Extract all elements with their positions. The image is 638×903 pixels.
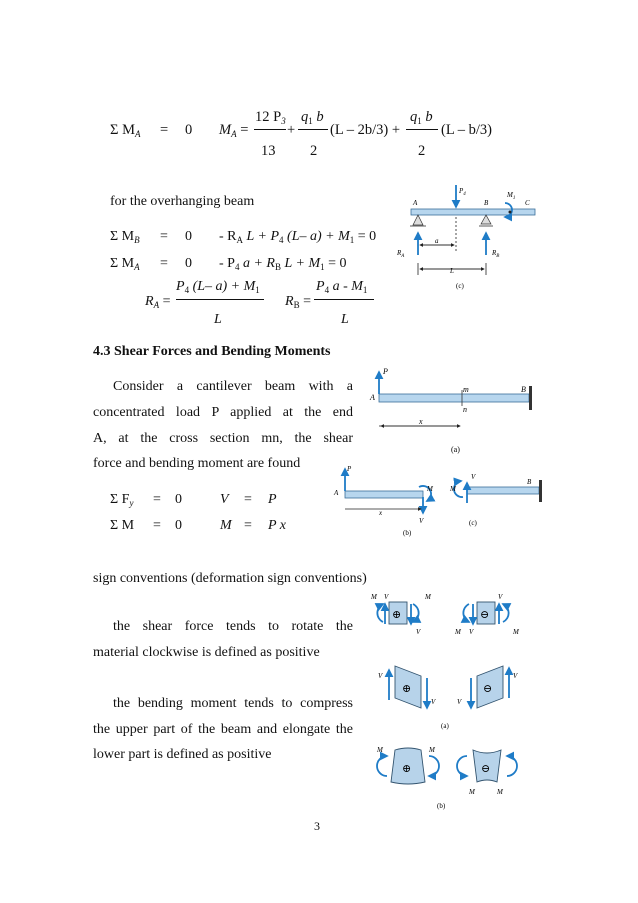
term-l-minus-2b3: (L – 2b/3) + bbox=[330, 122, 401, 138]
svg-text:M: M bbox=[425, 593, 431, 601]
label-rb: $R_B$ bbox=[492, 249, 500, 259]
label-p-a: P bbox=[383, 367, 388, 376]
caption-c-overhang: (c) bbox=[456, 282, 464, 290]
shear-line-1: the shear force tends to rotate the bbox=[113, 619, 353, 634]
svg-text:V: V bbox=[378, 672, 383, 680]
shear-deformation-positive bbox=[378, 666, 436, 708]
svg-text:M: M bbox=[455, 628, 461, 636]
element-negative-shear bbox=[454, 593, 520, 636]
svg-text:V: V bbox=[457, 698, 462, 706]
eq-fy-rhs: P bbox=[268, 492, 277, 507]
svg-text:V: V bbox=[498, 593, 503, 601]
bending-line-3: lower part is defined as positive bbox=[93, 747, 272, 762]
rb-bar bbox=[314, 299, 374, 300]
overhang-text: for the overhanging beam bbox=[110, 194, 255, 209]
eq-m-equals: = bbox=[153, 518, 161, 533]
eq-ma-zero: 0 bbox=[185, 256, 192, 271]
caption-sign-b: (b) bbox=[437, 802, 446, 810]
label-b-a: B bbox=[521, 385, 526, 394]
label-m-c: M bbox=[450, 485, 456, 493]
eq-ma-lhs: Σ $M_A$ bbox=[110, 256, 140, 272]
frac2-numerator: $q_1$ b bbox=[301, 109, 324, 126]
label-b: B bbox=[484, 199, 489, 207]
label-a-b: A bbox=[334, 489, 339, 497]
section-heading: 4.3 Shear Forces and Bending Moments bbox=[93, 344, 331, 359]
frac2-bar bbox=[298, 129, 328, 130]
plus-sign: + bbox=[287, 122, 296, 138]
svg-text:M: M bbox=[377, 746, 383, 754]
label-b-c: B bbox=[527, 478, 532, 486]
svg-text:V: V bbox=[416, 628, 421, 636]
frac3-numerator: $q_1$ b bbox=[410, 109, 433, 126]
term-l-minus-b3: (L – b/3) bbox=[441, 122, 493, 138]
eq-mb-equals: = bbox=[160, 229, 168, 244]
frac1-denominator: 13 bbox=[261, 143, 276, 159]
cantilever-beam bbox=[379, 394, 529, 402]
label-n: n bbox=[463, 405, 467, 414]
eq-ma-top-equals: = bbox=[160, 122, 169, 138]
label-v-b: V bbox=[419, 517, 424, 525]
eq-m-m: M bbox=[220, 518, 232, 533]
eq-m-rhs: P x bbox=[268, 518, 287, 533]
ra-bar bbox=[176, 299, 264, 300]
cantilever-line-4: force and bending moment are found bbox=[93, 456, 301, 471]
label-c: C bbox=[525, 199, 530, 207]
cantilever-line-1: Consider a cantilever beam with a bbox=[113, 379, 353, 394]
bending-line-1: the bending moment tends to compress bbox=[113, 696, 353, 711]
caption-c-fbd: (c) bbox=[469, 519, 477, 527]
eq-mb-expression: - $R_A$ $L + P_4$ (L– $a) + M_1 = 0$ bbox=[219, 229, 377, 245]
caption-a-cantilever: (a) bbox=[451, 445, 460, 454]
eq-fy-v: V bbox=[220, 492, 229, 507]
eq-fy-zero: 0 bbox=[175, 492, 182, 507]
label-m: m bbox=[463, 385, 469, 394]
label-p-b: P bbox=[347, 465, 352, 473]
eq-ma-top-lhs: Σ $M_A$ bbox=[110, 122, 141, 139]
bending-deformation-positive bbox=[376, 746, 439, 784]
eq-mb-zero: 0 bbox=[185, 229, 192, 244]
label-x-b: x bbox=[379, 509, 383, 517]
svg-text:⊖: ⊖ bbox=[481, 763, 491, 775]
eq-fy-equals: = bbox=[153, 492, 161, 507]
label-a-a: A bbox=[370, 393, 375, 402]
page-number: 3 bbox=[314, 819, 320, 833]
svg-text:V: V bbox=[469, 628, 474, 636]
svg-text:M: M bbox=[371, 593, 377, 601]
eq-ma-equals: = bbox=[160, 256, 168, 271]
ra-numerator: $P_4$ (L– $a) + M_1$ bbox=[176, 279, 260, 295]
fbd-left-piece bbox=[345, 491, 423, 498]
label-l-dim: L bbox=[450, 267, 454, 275]
svg-text:⊖: ⊖ bbox=[480, 609, 490, 621]
shear-deformation-negative bbox=[457, 666, 518, 708]
svg-text:⊕: ⊕ bbox=[402, 763, 412, 775]
eq-ma-expression: - $P_4$ $a + R_B$ $L + M_1 = 0$ bbox=[219, 256, 347, 272]
label-a-dim: a bbox=[435, 237, 439, 245]
label-m1: $M_1$ bbox=[507, 191, 516, 201]
rb-numerator: $P_4$ a - $M_1$ bbox=[316, 279, 368, 295]
frac2-denominator: 2 bbox=[310, 143, 318, 159]
sign-conventions-text: sign conventions (deformation sign conventions) bbox=[93, 571, 367, 586]
cantilever-a-figure bbox=[367, 364, 537, 456]
roller-support-b bbox=[481, 215, 491, 224]
fbd-right-piece bbox=[467, 487, 539, 494]
sign-convention-figure bbox=[365, 590, 535, 810]
eq-ma-top-ma: $M_A$ = bbox=[219, 122, 249, 139]
svg-text:M: M bbox=[513, 628, 519, 636]
caption-b-fbd: (b) bbox=[403, 529, 412, 537]
ra-lhs: $R_A$ = bbox=[145, 294, 171, 310]
frac1-bar bbox=[254, 129, 286, 130]
overhang-beam-figure bbox=[393, 183, 543, 293]
ra-denominator: L bbox=[214, 312, 222, 327]
label-x-a: x bbox=[419, 417, 423, 426]
label-ra: $R_A$ bbox=[397, 249, 405, 259]
frac3-bar bbox=[406, 129, 438, 130]
pin-support-a bbox=[413, 215, 423, 225]
svg-text:⊖: ⊖ bbox=[483, 683, 493, 695]
rb-denominator: L bbox=[341, 312, 349, 327]
eq-fy-lhs: Σ $F_y$ bbox=[110, 492, 134, 508]
element-positive-shear bbox=[370, 593, 432, 636]
rb-lhs: $R_B$ = bbox=[285, 294, 311, 310]
frac1-numerator: 12 $P_3$ bbox=[255, 109, 286, 126]
caption-sign-a: (a) bbox=[441, 722, 449, 730]
bending-line-2: the upper part of the beam and elongate the bbox=[93, 722, 353, 737]
svg-text:M: M bbox=[429, 746, 435, 754]
svg-text:V: V bbox=[431, 698, 436, 706]
svg-text:⊕: ⊕ bbox=[402, 683, 412, 695]
eq-ma-top-zero: 0 bbox=[185, 122, 193, 138]
svg-text:M: M bbox=[469, 788, 475, 796]
label-p4: $P_4$ bbox=[459, 187, 466, 197]
svg-text:V: V bbox=[513, 672, 518, 680]
cantilever-line-2: concentrated load P applied at the end bbox=[93, 405, 353, 420]
svg-text:V: V bbox=[384, 593, 389, 601]
overhang-beam bbox=[411, 209, 535, 215]
shear-line-2: material clockwise is defined as positive bbox=[93, 645, 320, 660]
svg-text:⊕: ⊕ bbox=[392, 609, 402, 621]
label-a: A bbox=[413, 199, 418, 207]
svg-text:M: M bbox=[497, 788, 503, 796]
frac3-denominator: 2 bbox=[418, 143, 426, 159]
eq-fy-equals-2: = bbox=[244, 492, 252, 507]
bending-deformation-negative bbox=[457, 750, 517, 796]
eq-m-equals-2: = bbox=[244, 518, 252, 533]
label-m-b: M bbox=[427, 485, 433, 493]
eq-m-zero: 0 bbox=[175, 518, 182, 533]
eq-mb-lhs: Σ $M_B$ bbox=[110, 229, 140, 245]
label-v-c: V bbox=[471, 473, 476, 481]
cantilever-fbd-figure bbox=[327, 463, 545, 543]
eq-m-lhs: Σ M bbox=[110, 518, 135, 533]
cantilever-line-3: A, at the cross section mn, the shear bbox=[93, 431, 353, 446]
